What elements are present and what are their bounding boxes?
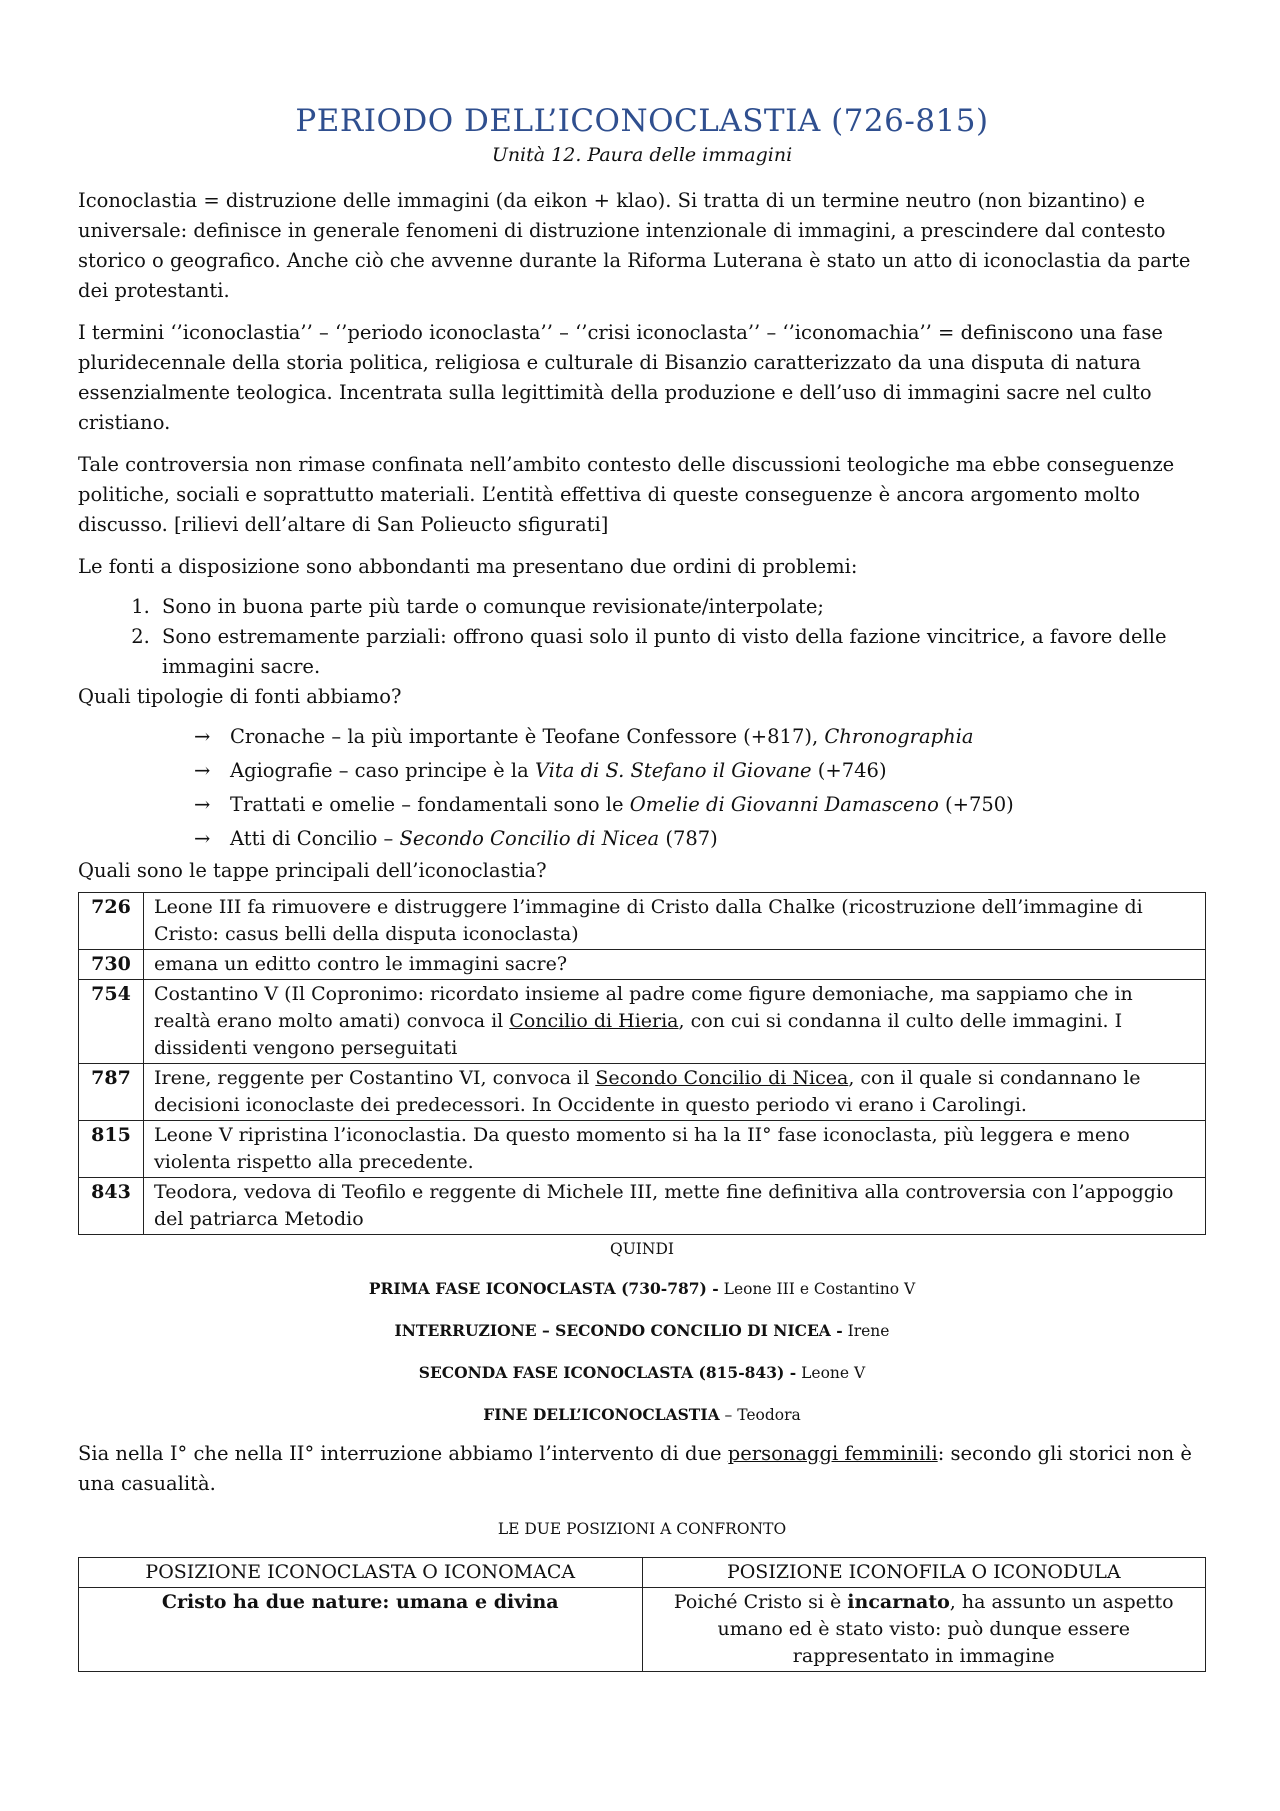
event-cell: Costantino V (Il Copronimo: ricordato insieme al padre come figure demoniache, ma sappiamo che in realtà erano molto amati) convoca il Concilio di Hieria, con cui si condanna il culto delle immagini. I dissidenti vengono perseguitati	[144, 980, 1206, 1064]
sources-list	[78, 720, 1206, 856]
arrow-icon: →	[194, 827, 211, 850]
list-item: → Agiografie – caso principe è la Vita di S. Stefano il Giovane (+746)	[194, 754, 1206, 788]
sources-question: Quali tipologie di fonti abbiamo?	[78, 685, 402, 708]
list-item: 1. Sono in buona parte più tarde o comunque revisionate/interpolate;	[156, 592, 1206, 622]
summary-label: QUINDI	[609, 1240, 674, 1258]
iconoclast-body: Cristo ha due nature: umana e divina	[79, 1588, 643, 1672]
council-nicea-link: Secondo Concilio di Nicea	[595, 1067, 849, 1089]
arrow-icon: →	[194, 759, 211, 782]
paragraph-sources-intro: Le fonti a disposizione sono abbondanti ma presentano due ordini di problemi:	[78, 555, 858, 578]
year-cell: 843	[79, 1178, 144, 1235]
iconoclast-header: POSIZIONE ICONOCLASTA O ICONOMACA	[79, 1558, 643, 1588]
event-cell: emana un editto contro le immagini sacre?	[144, 950, 1206, 980]
positions-heading: LE DUE POSIZIONI A CONFRONTO	[497, 1520, 787, 1538]
list-item: → Atti di Concilio – Secondo Concilio di Nicea (787)	[194, 822, 1206, 856]
table-row	[79, 1064, 1206, 1121]
table-row	[79, 1558, 1206, 1588]
table-row	[79, 1588, 1206, 1672]
list-item: → Cronache – la più importante è Teofane Confessore (+817), Chronographia	[194, 720, 1206, 754]
phase-line: FINE DELL’ICONOCLASTIA – Teodora	[483, 1405, 801, 1424]
list-item: 2. Sono estremamente parziali: offrono quasi solo il punto di visto della fazione vincitrice, a favore delle immagini sacre.	[156, 622, 1206, 682]
paragraph-consequences: Tale controversia non rimase confinata nell’ambito contesto delle discussioni teologiche ma ebbe conseguenze politiche, sociali e soprattutto materiali. L’entità effettiva di queste conseguenze è ancora argomento molto discusso. [rilievi dell’altare di San Polieucto sfigurati]	[78, 453, 1175, 536]
page-subtitle: Unità 12. Paura delle immagini	[491, 144, 793, 166]
event-cell: Teodora, vedova di Teofilo e reggente di Michele III, mette fine definitiva alla controversia con l’appoggio del patriarca Metodio	[144, 1178, 1206, 1235]
page-title: PERIODO DELL’ICONOCLASTIA (726-815)	[295, 103, 989, 139]
phase-line: INTERRUZIONE – SECONDO CONCILIO DI NICEA - Irene	[394, 1321, 890, 1340]
event-cell: Irene, reggente per Costantino VI, convoca il Secondo Concilio di Nicea, con il quale si condannano le decisioni iconoclaste dei predecessori. In Occidente in questo periodo vi erano i Carolingi.	[144, 1064, 1206, 1121]
year-cell: 730	[79, 950, 144, 980]
year-cell: 815	[79, 1121, 144, 1178]
timeline-table	[78, 892, 1206, 1235]
paragraph-definition: Iconoclastia = distruzione delle immagini (da eikon + klao). Si tratta di un termine neutro (non bizantino) e universale: definisce in generale fenomeni di distruzione intenzionale di immagini, a prescindere dal contesto storico o geografico. Anche ciò che avvenne durante la Riforma Luterana è stato un atto di iconoclastia da parte dei protestanti.	[78, 189, 1191, 302]
table-row	[79, 980, 1206, 1064]
table-row	[79, 1121, 1206, 1178]
year-cell: 787	[79, 1064, 144, 1121]
table-row	[79, 1178, 1206, 1235]
iconophile-header: POSIZIONE ICONOFILA O ICONODULA	[642, 1558, 1206, 1588]
phase-line: SECONDA FASE ICONOCLASTA (815-843) - Leone V	[418, 1363, 866, 1382]
arrow-icon: →	[194, 793, 211, 816]
paragraph-women-note: Sia nella I° che nella II° interruzione abbiamo l’intervento di due personaggi femminili: secondo gli storici non è una casualità.	[78, 1442, 1192, 1495]
phase-line: PRIMA FASE ICONOCLASTA (730-787) - Leone III e Costantino V	[368, 1279, 916, 1298]
arrow-icon: →	[194, 725, 211, 748]
event-cell: Leone III fa rimuovere e distruggere l’immagine di Cristo dalla Chalke (ricostruzione dell’immagine di Cristo: casus belli della disputa iconoclasta)	[144, 893, 1206, 950]
timeline-question: Quali sono le tappe principali dell’iconoclastia?	[78, 859, 547, 882]
problems-list	[78, 592, 1206, 682]
table-row	[79, 893, 1206, 950]
list-item: → Trattati e omelie – fondamentali sono le Omelie di Giovanni Damasceno (+750)	[194, 788, 1206, 822]
council-hieria-link: Concilio di Hieria	[509, 1010, 679, 1032]
document-page	[78, 100, 1206, 1672]
year-cell: 726	[79, 893, 144, 950]
year-cell: 754	[79, 980, 144, 1064]
event-cell: Leone V ripristina l’iconoclastia. Da questo momento si ha la II° fase iconoclasta, più leggera e meno violenta rispetto alla precedente.	[144, 1121, 1206, 1178]
positions-table	[78, 1557, 1206, 1672]
iconophile-body: Poiché Cristo si è incarnato, ha assunto un aspetto umano ed è stato visto: può dunque essere rappresentato in immagine	[642, 1588, 1206, 1672]
paragraph-terms: I termini ‘’iconoclastia’’ – ‘’periodo iconoclasta’’ – ‘’crisi iconoclasta’’ – ‘’iconomachia’’ = definiscono una fase pluridecennale della storia politica, religiosa e culturale di Bisanzio caratterizzato da una disputa di natura essenzialmente teologica. Incentrata sulla legittimità della produzione e dell’uso di immagini sacre nel culto cristiano.	[78, 321, 1163, 434]
table-row	[79, 950, 1206, 980]
